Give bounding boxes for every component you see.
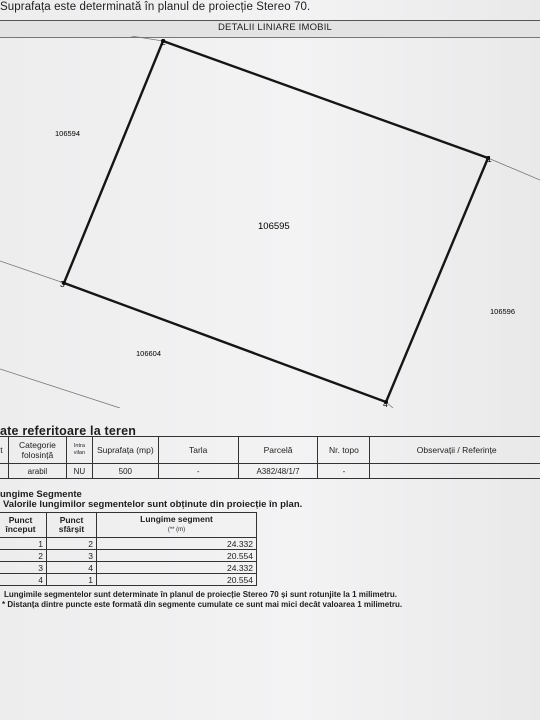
segment-end: 2 — [47, 538, 97, 550]
land-header-category: Categorie folosință — [8, 437, 66, 464]
segment-end: 1 — [47, 574, 97, 586]
footnote-rounding: Lungimile segmentelor sunt determinate în planul de proiecție Stereo 70 și sunt rotunjite la 1 milimetru. — [4, 590, 397, 599]
land-header-topo: Nr. topo — [318, 437, 370, 464]
neighbor-label-bottom: 106604 — [136, 349, 162, 358]
footnote-distance: * Distanța dintre puncte este formată din segmente cumulate ce sunt mai mici decât valoarea 1 milimetru. — [2, 600, 403, 609]
land-cell-area: 500 — [92, 464, 158, 479]
segments-header-length — [97, 513, 257, 538]
neighbor-label-right: 106596 — [490, 307, 516, 316]
segments-header-length-label: Lungime segment — [140, 514, 213, 524]
land-cell-topo: - — [318, 464, 370, 479]
segment-start: 2 — [0, 550, 47, 562]
boundary-line-west — [0, 261, 64, 283]
segment-length: 24.332 — [97, 538, 257, 550]
segment-row — [0, 538, 257, 550]
land-header-area: Suprafața (mp) — [92, 437, 158, 464]
land-cell-intravilan: NU — [66, 464, 92, 479]
segment-start: 4 — [0, 574, 47, 586]
land-header-observations: Observații / Referințe — [370, 437, 540, 464]
segment-row — [0, 562, 257, 574]
segments-header-unit: (** (m) — [167, 527, 186, 533]
segments-subtitle: Valorile lungimilor segmentelor sunt obținute din proiecție în plan. — [3, 499, 303, 510]
land-data-table — [0, 436, 540, 479]
segment-length: 24.332 — [97, 562, 257, 574]
segment-length: 20.554 — [97, 574, 257, 586]
segment-length: 20.554 — [97, 550, 257, 562]
land-cell-tarla: - — [158, 464, 238, 479]
segment-row — [0, 550, 257, 562]
segment-end: 4 — [47, 562, 97, 574]
segment-start: 3 — [0, 562, 47, 574]
segment-start: 1 — [0, 538, 47, 550]
land-header-intravilan: Intra vilan — [66, 437, 92, 464]
segments-title: ungime Segmente — [0, 489, 82, 500]
neighbor-label-top-left: 106594 — [55, 129, 81, 138]
segment-end: 3 — [47, 550, 97, 562]
segments-table — [0, 512, 257, 586]
point-label-1: 1 — [487, 154, 492, 164]
boundary-line-north — [131, 36, 163, 41]
segments-header-end: Punct sfârșit — [47, 513, 97, 538]
boundary-line-east — [488, 158, 540, 180]
surface-note: Suprafața este determinată în planul de proiecție Stereo 70. — [0, 1, 311, 13]
land-header-index: t — [0, 437, 8, 464]
land-section-title: ate referitoare la teren — [0, 424, 137, 438]
segments-header-start: Punct început — [0, 513, 47, 538]
point-label-3: 3 — [60, 279, 65, 289]
land-header-tarla: Tarla — [158, 437, 238, 464]
land-table-row — [0, 464, 540, 479]
segments-header-row — [0, 513, 257, 538]
land-cell-parcel: A382/48/1/7 — [238, 464, 318, 479]
land-table-header-row — [0, 437, 540, 464]
detail-title: DETALII LINIARE IMOBIL — [218, 22, 333, 33]
land-cell-observations — [370, 464, 540, 479]
point-label-4: 4 — [383, 399, 388, 408]
point-label-2: 2 — [161, 37, 166, 47]
segment-row — [0, 574, 257, 586]
land-cell-category: arabil — [8, 464, 66, 479]
parcel-plan — [0, 36, 540, 408]
land-header-parcel: Parcelă — [238, 437, 318, 464]
land-cell-index — [0, 464, 8, 479]
boundary-line-southwest — [0, 369, 120, 408]
parcel-id-label: 106595 — [258, 221, 290, 232]
